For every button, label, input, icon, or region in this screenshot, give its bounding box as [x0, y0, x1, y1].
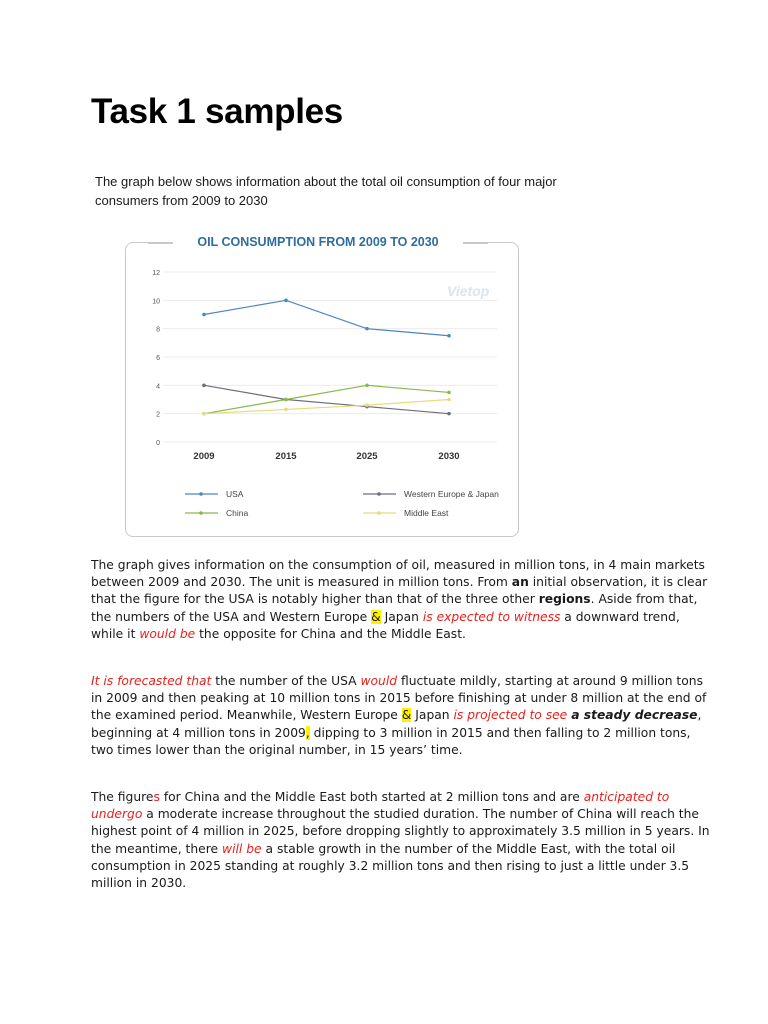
legend-marker	[377, 492, 381, 496]
task-prompt: The graph below shows information about the total oil consumption of four major consumers from 2009 to 2030	[95, 174, 557, 208]
emphasis-phrase: It is forecasted that	[91, 674, 212, 688]
highlight-mark: &	[401, 708, 412, 723]
text-run: Japan	[380, 609, 423, 624]
emphasis-phrase: anticipated to undergo	[91, 790, 670, 822]
data-point	[447, 398, 451, 402]
highlight-mark: ,	[305, 725, 310, 740]
emphasis-phrase: is expected to witness	[422, 609, 561, 624]
essay-paragraph-2	[91, 673, 711, 759]
data-point	[447, 412, 451, 416]
legend-marker	[199, 511, 203, 515]
text-run: . Aside from that, the numbers of the USA and Western Europe	[91, 592, 698, 624]
x-tick-label: 2015	[275, 451, 297, 462]
y-tick-label: 4	[156, 383, 160, 391]
y-tick-label: 12	[152, 270, 160, 277]
emphasis-phrase: is projected to see	[453, 708, 568, 723]
bold-italic-phrase: a steady decrease	[571, 708, 698, 723]
text-run: The figure	[91, 790, 154, 804]
oil-consumption-line-chart	[125, 242, 517, 537]
emphasis-phrase: would	[360, 674, 398, 688]
data-point	[202, 412, 206, 416]
data-point	[202, 313, 206, 317]
y-tick-label: 8	[156, 326, 160, 334]
legend-marker	[199, 492, 203, 496]
text-run: The graph gives information on the consumption of oil, measured in million tons, in 4 main markets between 2009 and 2030. The unit is measured in million tons. From	[91, 558, 705, 590]
correction-mark: s	[153, 790, 160, 804]
data-point	[365, 384, 369, 388]
text-run: a stable growth in the number of the Middle East, with the total oil consumption in 2025 standing at roughly 3.2 million tons and then rising to just a little under 3.5 million in 2030.	[91, 841, 690, 891]
essay-paragraph-1	[91, 557, 711, 643]
bold-word: an	[511, 575, 529, 590]
legend-label: Middle East	[404, 508, 449, 518]
page-title: Task 1 samples	[91, 92, 343, 131]
series-line-2	[204, 385, 449, 413]
watermark-text: Vietop	[447, 283, 490, 299]
y-tick-label: 10	[152, 298, 160, 306]
x-tick-label: 2030	[438, 451, 460, 462]
data-point	[365, 403, 369, 407]
y-tick-label: 0	[156, 440, 160, 447]
data-point	[284, 398, 288, 402]
series-line-3	[204, 400, 449, 414]
legend-label: USA	[226, 489, 244, 499]
text-run: a moderate increase throughout the studied duration. The number of China will reach the highest point of 4 million in 2025, before dropping slightly to approximately 3.5 million in 5 years. In the meantime, there	[91, 807, 710, 856]
text-run: for China and the Middle East both started at 2 million tons and are	[159, 790, 584, 804]
text-run: , beginning at 4 million tons in 2009	[91, 708, 702, 740]
text-run: a downward trend, while it	[91, 609, 680, 641]
text-run: the opposite for China and the Middle East.	[195, 626, 466, 641]
y-tick-label: 2	[156, 411, 160, 419]
legend-label: Western Europe & Japan	[404, 489, 499, 499]
x-tick-label: 2025	[356, 451, 378, 462]
data-point	[202, 384, 206, 388]
bold-word: regions	[538, 592, 591, 607]
text-run: fluctuate mildly, starting at around 9 million tons in 2009 and then peaking at 10 million tons in 2015 before finishing at under 8 million at the end of the examined period. Meanwhile, Western Europe	[91, 674, 707, 723]
text-run: the number of the USA	[211, 674, 361, 688]
text-run: dipping to 3 million in 2015 and then falling to 2 million tons, two times lower than the original number, in 15 years’ time.	[91, 725, 691, 757]
legend-label: China	[226, 508, 249, 518]
emphasis-phrase: will be	[222, 841, 262, 856]
data-point	[284, 299, 288, 303]
legend-marker	[377, 511, 381, 515]
data-point	[365, 327, 369, 331]
data-point	[284, 408, 288, 412]
text-run: initial observation, it is clear that the figure for the USA is notably higher than that of the three other	[91, 575, 708, 607]
data-point	[447, 334, 451, 338]
x-tick-label: 2009	[193, 451, 215, 462]
highlight-mark: &	[371, 609, 381, 624]
y-tick-label: 6	[156, 355, 160, 362]
chart-title: OIL CONSUMPTION FROM 2009 TO 2030	[173, 233, 463, 249]
series-line-0	[204, 300, 449, 335]
data-point	[447, 391, 451, 395]
essay-paragraph-3	[91, 789, 711, 892]
emphasis-phrase: would be	[139, 626, 196, 641]
text-run: Japan	[411, 708, 454, 723]
